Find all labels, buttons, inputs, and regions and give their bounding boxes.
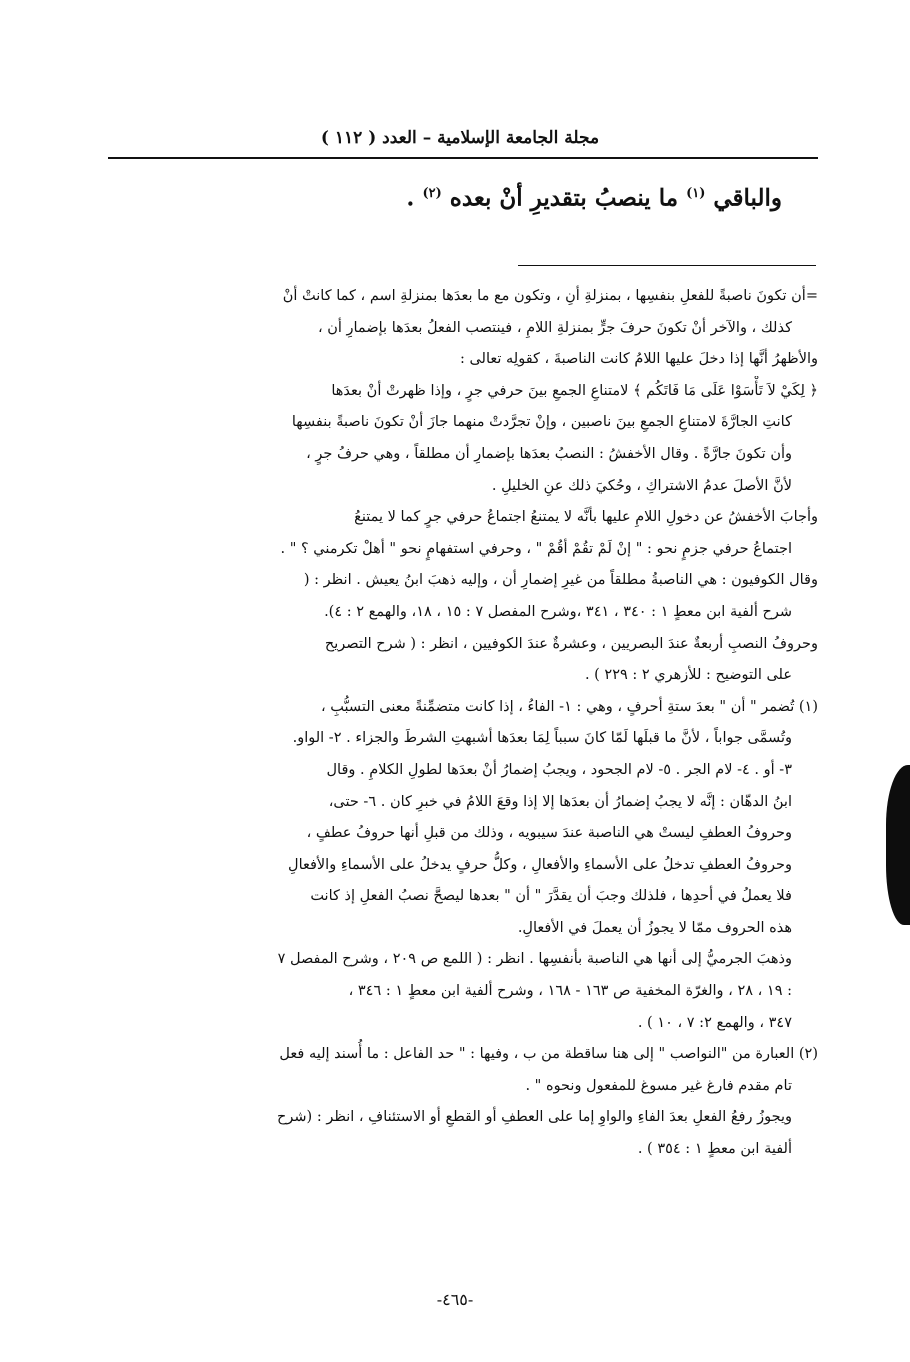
footnote-line: اجتماعُ حرفي جزمٍ نحو : " إنْ لَمْ تقُمْ أقُمْ " ، وحرفي استفهامٍ نحو " أهلْ تكرمني ؟ " . (280, 540, 792, 557)
footnote-line: تام مقدم فارغ غير مسوغ للمفعول ونحوه " . (525, 1077, 792, 1094)
footnote-line: ويجوزُ رفعُ الفعلِ بعدَ الفاءِ والواوِ إما على العطفِ أو القطعِ أو الاستئنافِ ، انظر : (شرح (277, 1109, 792, 1126)
footnote-line: ﴿ لِكَيْ لاَ تَأْسَوْا عَلَى مَا فَاتَكُم ﴾ لامتناعِ الجمعِ بينَ حرفي جرٍ ، وإذا ظهرتْ أنْ بعدَها (331, 382, 818, 399)
footnote-line: (٢) العبارة من "النواصب " إلى هنا ساقطة من ب ، وفيها : " حد الفاعل : ما أُسند إليه فعل (279, 1046, 818, 1063)
footnote-line: : ١٩ ، ٢٨ ، والغرّة المخفية ص ١٦٣ - ١٦٨ ، وشرح ألفية ابن معطٍ ١ : ٣٤٦ ، (348, 983, 792, 1000)
footnote-line: =أن تكونَ ناصبةً للفعلِ بنفسِها ، بمنزلةِ أنِ ، وتكون مع ما بعدَها بمنزلةِ اسم ، كما كانتْ أنْ (282, 288, 818, 304)
footnote-line: ألفية ابن معطٍ ١ : ٣٥٤ ) . (637, 1141, 792, 1158)
footnote-line: وذهبَ الجرميُّ إلى أنها هي الناصبة بأنفسِها . انظر : ( اللمع ص ٢٠٩ ، وشرح المفصل ٧ (277, 951, 792, 968)
footnote-line: ٣- أو . ٤- لام الجر . ٥- لام الجحود ، ويجبُ إضمارُ أنْ بعدَها لطولِ الكلامِ . وقال (326, 761, 792, 778)
footnote-line: وحروفُ النصبِ أربعةٌ عندَ البصريين ، وعشرةٌ عندَ الكوفيين ، انظر : ( شرح التصريح (324, 635, 818, 652)
footnote-line: ابنُ الدهّان : إنَّه لا يجبُ إضمارُ أن بعدَها إلا إذا وقعَ اللامُ في خبرِ كان . ٦- حتى، (328, 793, 792, 810)
footnote-line: وقال الكوفيون : هي الناصبةُ مطلقاً من غيرِ إضمارِ أن ، وإليه ذهبَ ابنُ يعيش . انظر : ( (303, 572, 818, 589)
footnote-line: شرح ألفية ابن معطٍ ١ : ٣٤٠ ، ٣٤١ ،وشرح المفصل ٧ : ١٥ ، ١٨، والهمع ٢ : ٤). (324, 603, 792, 620)
running-header: مجلة الجامعة الإسلامية – العدد ( ١١٢ ) (320, 128, 600, 148)
footnote-divider (518, 265, 816, 266)
footnote-ref-2: (٢) (422, 186, 442, 201)
footnote-line: ٣٤٧ ، والهمع ٢: ٧ ، ١٠ ) . (637, 1014, 792, 1031)
footnote-line: وحروفُ العطفِ تدخلُ على الأسماءِ والأفعالِ ، وكلُّ حرفٍ يدخلُ على الأسماءِ والأفعالِ (288, 856, 792, 873)
main-text-end: . (406, 184, 415, 212)
footnote-line: على التوضيح : للأزهري ٢ : ٢٢٩ ) . (584, 667, 792, 684)
main-text-start: والباقي (713, 184, 782, 212)
footnotes (104, 281, 818, 1166)
scan-edge-shadow (886, 765, 910, 925)
footnote-line: وتُسمَّى جواباً ، لأنَّ ما قبلَها لَمّا كانَ سبباً لِمَا بعدَها أشبهتِ الشرطَ والجزاء . ٢- الواو. (292, 730, 792, 747)
footnote-ref-1: (١) (686, 186, 706, 201)
footnote-line: والأظهرُ أنَّها إذا دخلَ عليها اللامُ كانت الناصبةَ ، كقولِه تعالى : (459, 351, 818, 368)
footnote-line: وحروفُ العطفِ ليستْ هي الناصبة عندَ سيبويه ، وذلك من قبلِ أنها حروفُ عطفٍ ، (306, 825, 792, 842)
main-text-rest: ما ينصبُ بتقديرِ أنْ بعده (449, 184, 679, 212)
header-divider (108, 157, 818, 159)
footnote-line: (١) تُضمر " أن " بعدَ ستةِ أحرفٍ ، وهي : ١- الفاءُ ، إذا كانت متضمِّنةً معنى التسبُّبِ ، (320, 698, 818, 715)
footnote-line: هذه الحروف ممّا لا يجوزُ أن يعملَ في الأفعالِ. (517, 919, 792, 936)
footnote-line: وأجابَ الأخفشُ عن دخولِ اللامِ عليها بأنَّه لا يمتنعُ اجتماعُ حرفي جرٍ كما لا يمتنعُ (354, 509, 818, 526)
footnote-line: كذلك ، والآخر أنْ تكونَ حرفَ جرٍّ بمنزلةِ اللامِ ، فينتصب الفعلُ بعدَها بإضمارِ أن ، (317, 319, 792, 336)
footnote-line: لأنَّ الأصلَ عدمُ الاشتراكِ ، وحُكيَ ذلك عنِ الخليلِ . (491, 477, 792, 494)
main-text-line (142, 172, 782, 221)
footnote-line: وأن تكونَ جارَّةً . وقال الأخفشُ : النصبُ بعدَها بإضمارِ أن مطلقاً ، وهي حرفُ جرٍ ، (306, 445, 792, 462)
page-number: -٤٦٥- (436, 1290, 474, 1309)
footnote-line: كانتِ الجارَّةَ لامتناعِ الجمعِ بينَ ناصبين ، وإنْ تجرَّدتْ منهما جازَ أنْ تكونَ ناصبةً بنفسِها (291, 414, 792, 431)
footnote-line: فلا يعملُ في أحدِها ، فلذلك وجبَ أن يقدَّرَ " أن " بعدها ليصحَّ نصبُ الفعلِ إذ كانت (310, 888, 792, 905)
